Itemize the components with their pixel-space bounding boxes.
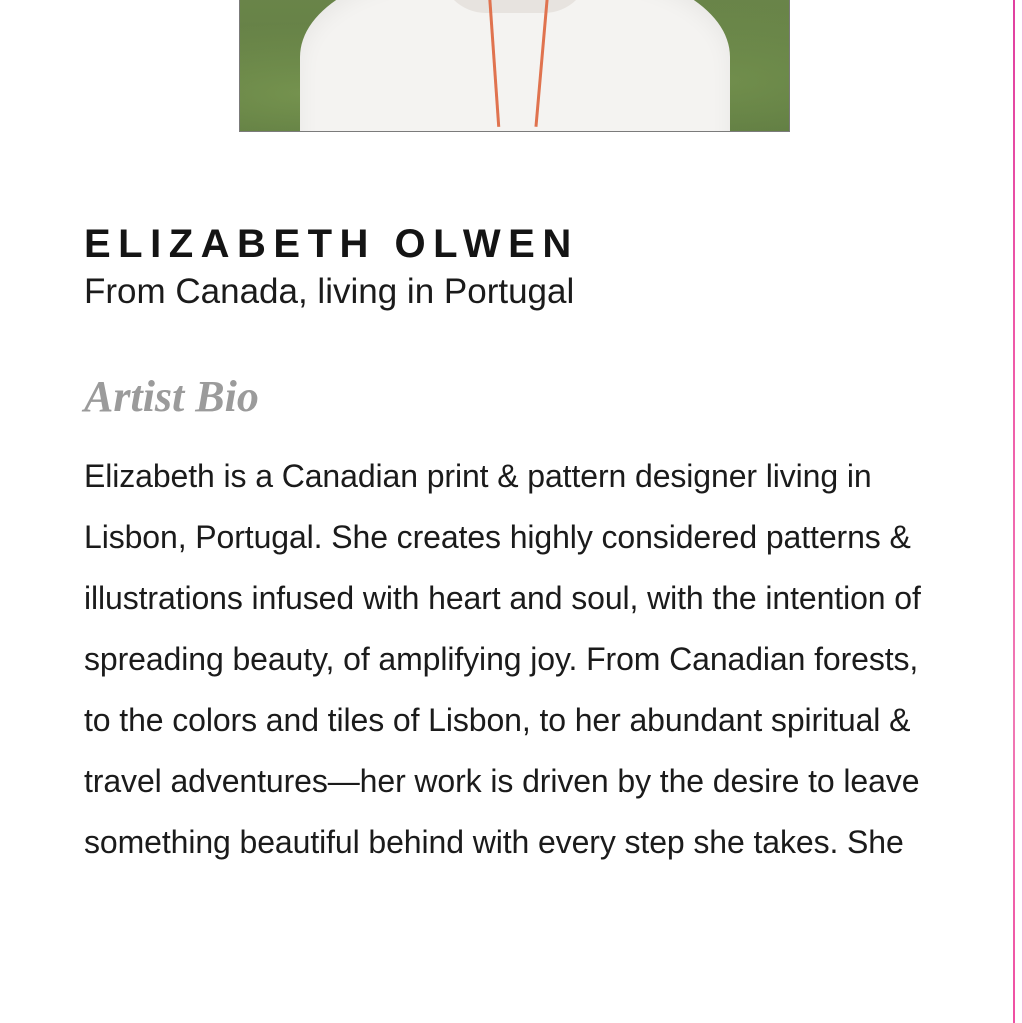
photo-shirt xyxy=(300,0,730,132)
artist-name: ELIZABETH OLWEN xyxy=(84,222,579,266)
page-edge-rule xyxy=(1013,0,1015,1023)
artist-bio-heading: Artist Bio xyxy=(84,372,259,422)
artist-bio-text: Elizabeth is a Canadian print & pattern designer living in Lisbon, Portugal. She creates highly considered patterns & illustrations infused with heart and soul, with the intention of spreading beauty, of amplifying joy. From Canadian forests, to the colors and tiles of Lisbon, to her abundant spiritual & travel adventures—her work is driven by the desire to leave something beautiful behind with every step she takes. She xyxy=(84,458,921,861)
artist-location: From Canada, living in Portugal xyxy=(84,272,575,311)
artist-photo xyxy=(239,0,790,132)
artist-profile-content xyxy=(84,222,944,873)
artist-photo-image xyxy=(240,0,789,131)
